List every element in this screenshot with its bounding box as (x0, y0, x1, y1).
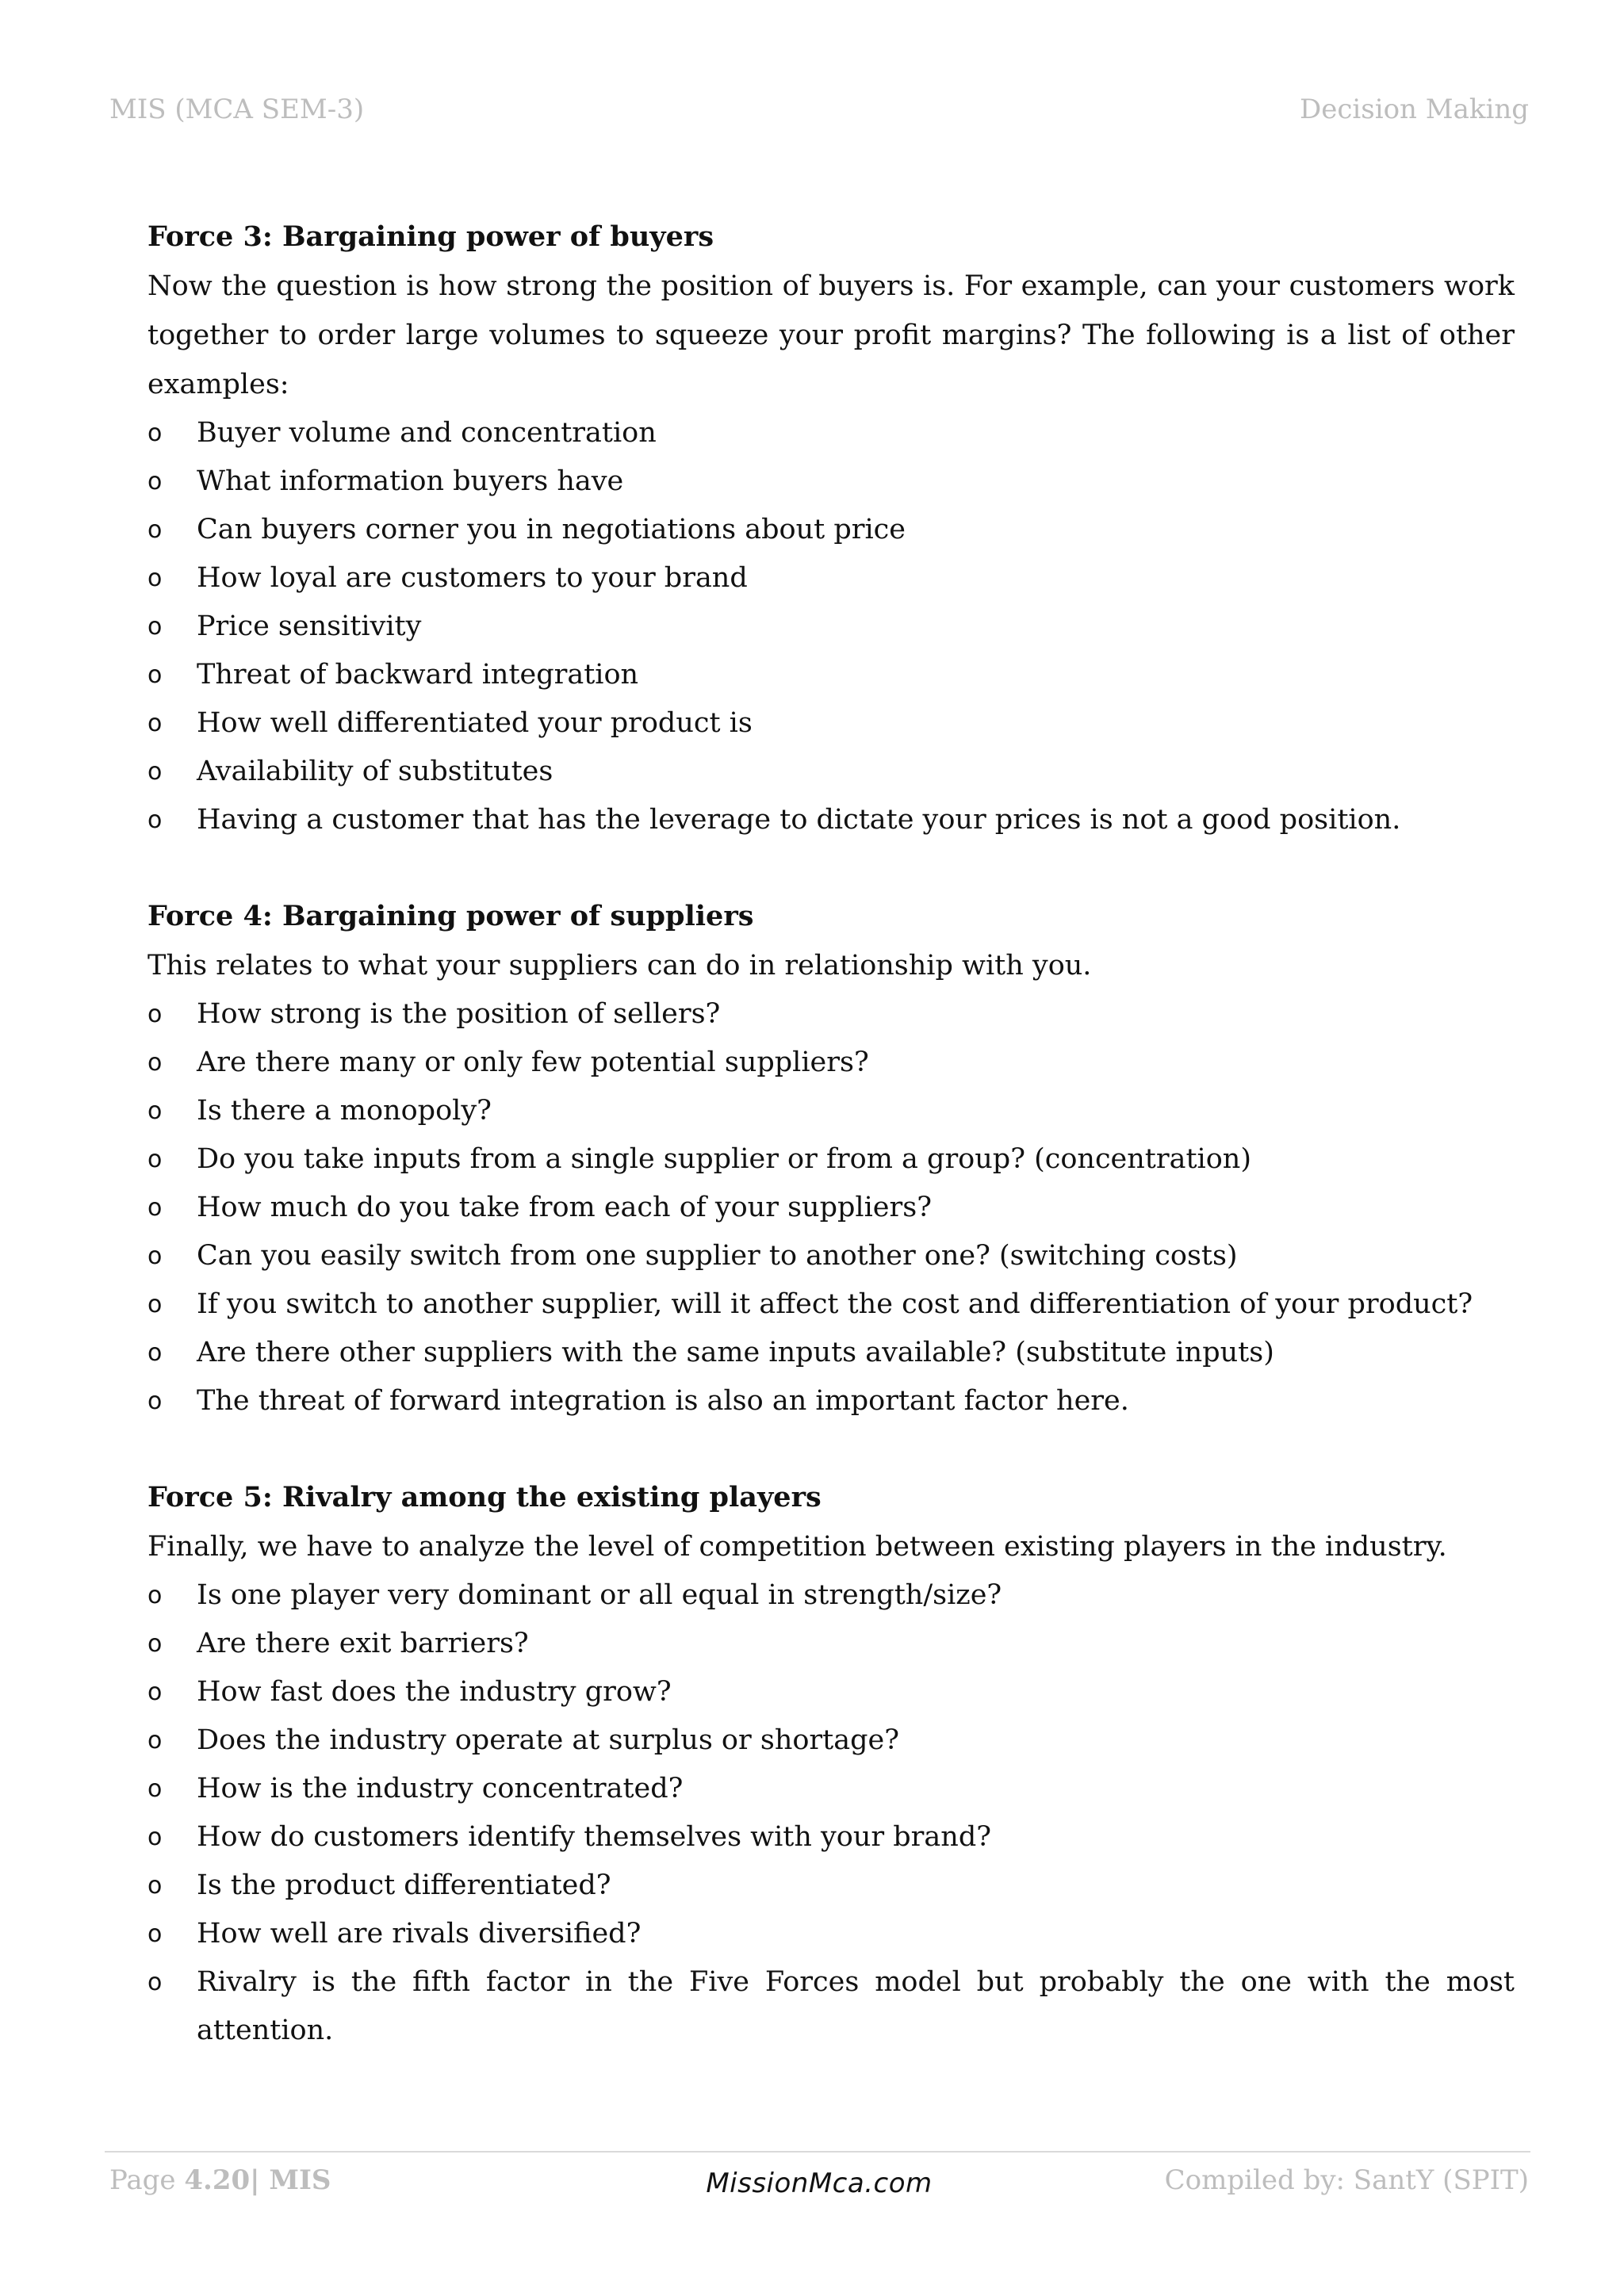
bullet-list (147, 990, 1515, 1425)
list-item-text: How is the industry concentrated? (197, 1773, 684, 1804)
bullet-circle-icon: o (147, 661, 163, 689)
bullet-circle-icon: o (147, 1146, 163, 1173)
page-footer (109, 2164, 1529, 2212)
list-item-text: How well are rivals diversified? (197, 1918, 642, 1950)
bullet-circle-icon: o (147, 1775, 163, 1803)
bullet-circle-icon: o (147, 1242, 163, 1270)
bullet-circle-icon: o (147, 1097, 163, 1125)
footer-compiled-by: Compiled by: SantY (SPIT) (1164, 2164, 1529, 2196)
list-item (147, 1087, 1515, 1135)
bullet-circle-icon: o (147, 1823, 163, 1851)
bullet-circle-icon: o (147, 1872, 163, 1900)
list-item-text: The threat of forward integration is also an important factor here. (197, 1385, 1129, 1417)
bullet-circle-icon: o (147, 806, 163, 834)
bullet-circle-icon: o (147, 1049, 163, 1077)
list-item (147, 796, 1515, 844)
page-content (147, 212, 1515, 2103)
bullet-circle-icon: o (147, 758, 163, 786)
list-item-text: Availability of substitutes (197, 756, 553, 787)
list-item (147, 554, 1515, 603)
bullet-circle-icon: o (147, 1339, 163, 1367)
bullet-circle-icon: o (147, 1194, 163, 1222)
list-item (147, 506, 1515, 554)
header-chapter-title: Decision Making (1299, 94, 1529, 125)
list-item-text: Having a customer that has the leverage to dictate your prices is not a good position. (197, 804, 1401, 836)
bullet-list (147, 409, 1515, 844)
bullet-circle-icon: o (147, 564, 163, 592)
section-heading: Force 4: Bargaining power of suppliers (147, 900, 754, 932)
list-item-text: How loyal are customers to your brand (197, 562, 748, 594)
bullet-circle-icon: o (147, 1727, 163, 1755)
section (147, 892, 1515, 1425)
bullet-circle-icon: o (147, 710, 163, 737)
bullet-circle-icon: o (147, 613, 163, 641)
bullet-circle-icon: o (147, 1969, 163, 1996)
list-item (147, 1135, 1515, 1184)
list-item-text: How strong is the position of sellers? (197, 998, 721, 1030)
list-item (147, 603, 1515, 651)
section-heading: Force 3: Bargaining power of buyers (147, 220, 714, 253)
list-item (147, 699, 1515, 748)
section-intro: Now the question is how strong the position of buyers is. For example, can your customers work together to order large volumes to squeeze your profit margins? The following is a list of other examples: (147, 270, 1515, 400)
section (147, 212, 1515, 844)
list-item-text: Do you take inputs from a single supplier or from a group? (concentration) (197, 1143, 1251, 1175)
bullet-circle-icon: o (147, 1001, 163, 1028)
list-item-text: How much do you take from each of your suppliers? (197, 1192, 932, 1223)
list-item-text: Threat of backward integration (197, 659, 639, 691)
list-item (147, 1862, 1515, 1910)
footer-page-prefix: Page (109, 2164, 185, 2196)
list-item (147, 1184, 1515, 1232)
bullet-circle-icon: o (147, 516, 163, 544)
list-item (147, 1039, 1515, 1087)
bullet-circle-icon: o (147, 1630, 163, 1658)
list-item (147, 1765, 1515, 1813)
list-item (147, 748, 1515, 796)
list-item-text: How do customers identify themselves with your brand? (197, 1821, 991, 1853)
sections-container (147, 212, 1515, 2055)
footer-page-suffix: | MIS (250, 2164, 331, 2196)
bullet-circle-icon: o (147, 468, 163, 496)
footer-brand-logo: MissionMca.com (706, 2168, 933, 2199)
list-item (147, 1280, 1515, 1329)
bullet-circle-icon: o (147, 419, 163, 447)
list-item (147, 1571, 1515, 1620)
list-item-text: If you switch to another supplier, will it affect the cost and differentiation of your product? (197, 1288, 1473, 1320)
list-item-text: Buyer volume and concentration (197, 417, 657, 449)
list-item-text: Is the product differentiated? (197, 1869, 611, 1901)
list-item-text: Can you easily switch from one supplier to another one? (switching costs) (197, 1240, 1238, 1272)
list-item (147, 990, 1515, 1039)
section-intro: This relates to what your suppliers can do in relationship with you. (147, 950, 1092, 982)
footer-divider (105, 2151, 1530, 2152)
section-heading: Force 5: Rivalry among the existing players (147, 1481, 822, 1513)
list-item (147, 1377, 1515, 1425)
list-item-text: How well differentiated your product is (197, 707, 753, 739)
list-item (147, 1620, 1515, 1668)
list-item-text: Rivalry is the fifth factor in the Five Forces model but probably the one with the most attention. (197, 1966, 1515, 2046)
running-header (109, 94, 1529, 132)
bullet-list (147, 1571, 1515, 2055)
list-item (147, 1910, 1515, 1958)
footer-page-number: 4.20 (184, 2164, 251, 2196)
list-item (147, 1232, 1515, 1280)
bullet-circle-icon: o (147, 1582, 163, 1609)
list-item (147, 1329, 1515, 1377)
bullet-circle-icon: o (147, 1291, 163, 1318)
list-item (147, 457, 1515, 506)
list-item-text: Are there other suppliers with the same inputs available? (substitute inputs) (197, 1337, 1274, 1368)
bullet-circle-icon: o (147, 1678, 163, 1706)
section (147, 1473, 1515, 2055)
section-intro: Finally, we have to analyze the level of competition between existing players in the industry. (147, 1531, 1447, 1563)
list-item-text: Price sensitivity (197, 610, 422, 642)
list-item-text: Does the industry operate at surplus or shortage? (197, 1724, 899, 1756)
list-item-text: Can buyers corner you in negotiations about price (197, 514, 906, 545)
list-item-text: What information buyers have (197, 465, 624, 497)
header-course-title: MIS (MCA SEM-3) (109, 94, 365, 125)
list-item (147, 651, 1515, 699)
list-item-text: Are there many or only few potential suppliers? (197, 1047, 869, 1078)
list-item-text: Is there a monopoly? (197, 1095, 492, 1127)
list-item-text: Are there exit barriers? (197, 1628, 529, 1659)
list-item-text: Is one player very dominant or all equal in strength/size? (197, 1579, 1002, 1611)
list-item (147, 1813, 1515, 1862)
bullet-circle-icon: o (147, 1387, 163, 1415)
bullet-circle-icon: o (147, 1920, 163, 1948)
list-item-text: How fast does the industry grow? (197, 1676, 672, 1708)
list-item (147, 1668, 1515, 1716)
list-item (147, 1716, 1515, 1765)
list-item (147, 1958, 1515, 2055)
list-item (147, 409, 1515, 457)
